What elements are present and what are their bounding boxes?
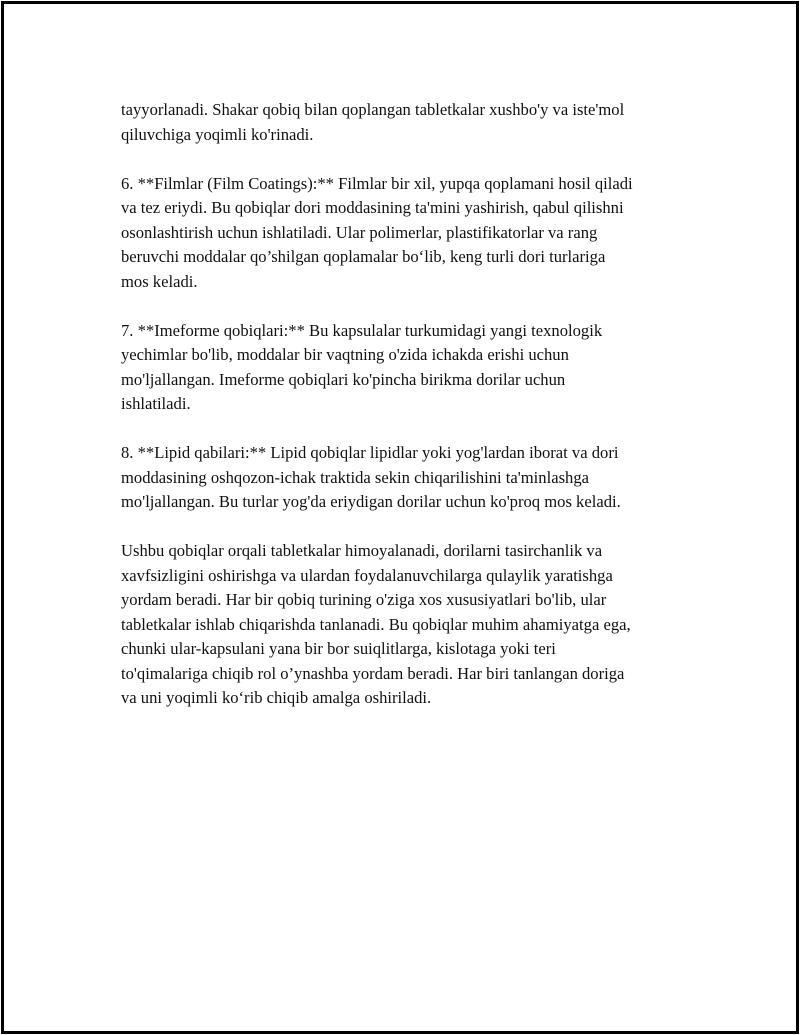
text-line: to'qimalariga chiqib rol o’ynashba yordam beradi. Har biri tanlangan doriga: [121, 663, 625, 683]
text-line: yordam beradi. Har bir qobiq turining o'ziga xos xususiyatlari bo'lib, ular: [121, 590, 607, 609]
text-line: osonlashtirish uchun ishlatiladi. Ular polimerlar, plastifikatorlar va rang: [121, 222, 598, 242]
text-line: va tez eriydi. Bu qobiqlar dori moddasining ta'mini yashirish, qabul qilishni: [121, 198, 624, 217]
text-line: 8. **Lipid qabilari:** Lipid qobiqlar lipidlar yoki yog'lardan iborat va dori: [121, 443, 619, 462]
text-line: qiluvchiga yoqimli ko'rinadi.: [121, 124, 314, 144]
text-line: 6. **Filmlar (Film Coatings):** Filmlar bir xil, yupqa qoplamani hosil qiladi: [121, 173, 633, 193]
text-line: Ushbu qobiqlar orqali tabletkalar himoyalanadi, dorilarni tasirchanlik va: [121, 541, 603, 560]
text-line: mos keladi.: [121, 271, 198, 291]
paragraph-sugar-coating-end: [121, 98, 701, 147]
page-frame: [1, 1, 799, 1034]
text-line: mo'ljallangan. Imeforme qobiqlari ko'pincha birikma dorilar uchun: [121, 369, 566, 389]
text-line: ishlatiladi.: [121, 394, 191, 413]
paragraph-conclusion: [121, 539, 701, 711]
paragraph-film-coatings: [121, 172, 701, 295]
text-line: 7. **Imeforme qobiqlari:** Bu kapsulalar turkumidagi yangi texnologik: [121, 320, 603, 340]
text-line: va uni yoqimli ko‘rib chiqib amalga oshiriladi.: [121, 688, 432, 707]
text-line: chunki ular-kapsulani yana bir bor suiqlitlarga, kislotaga yoki teri: [121, 639, 556, 658]
text-line: tabletkalar ishlab chiqarishda tanlanadi. Bu qobiqlar muhim ahamiyatga ega,: [121, 614, 631, 634]
document-body: [121, 98, 701, 735]
paragraph-lipid-coatings: [121, 441, 701, 515]
text-line: moddasining oshqozon-ichak traktida sekin chiqarilishini ta'minlashga: [121, 467, 589, 487]
text-line: yechimlar bo'lib, moddalar bir vaqtning o'zida ichakda erishi uchun: [121, 345, 569, 364]
paragraph-imeforme-coatings: [121, 319, 701, 417]
text-line: beruvchi moddalar qo’shilgan qoplamalar bo‘lib, keng turli dori turlariga: [121, 247, 606, 266]
text-line: mo'ljallangan. Bu turlar yog'da eriydigan dorilar uchun ko'proq mos keladi.: [121, 492, 621, 511]
text-line: xavfsizligini oshirishga va ulardan foydalanuvchilarga qulaylik yaratishga: [121, 565, 613, 585]
text-line: tayyorlanadi. Shakar qobiq bilan qoplangan tabletkalar xushbo'y va iste'mol: [121, 100, 625, 119]
